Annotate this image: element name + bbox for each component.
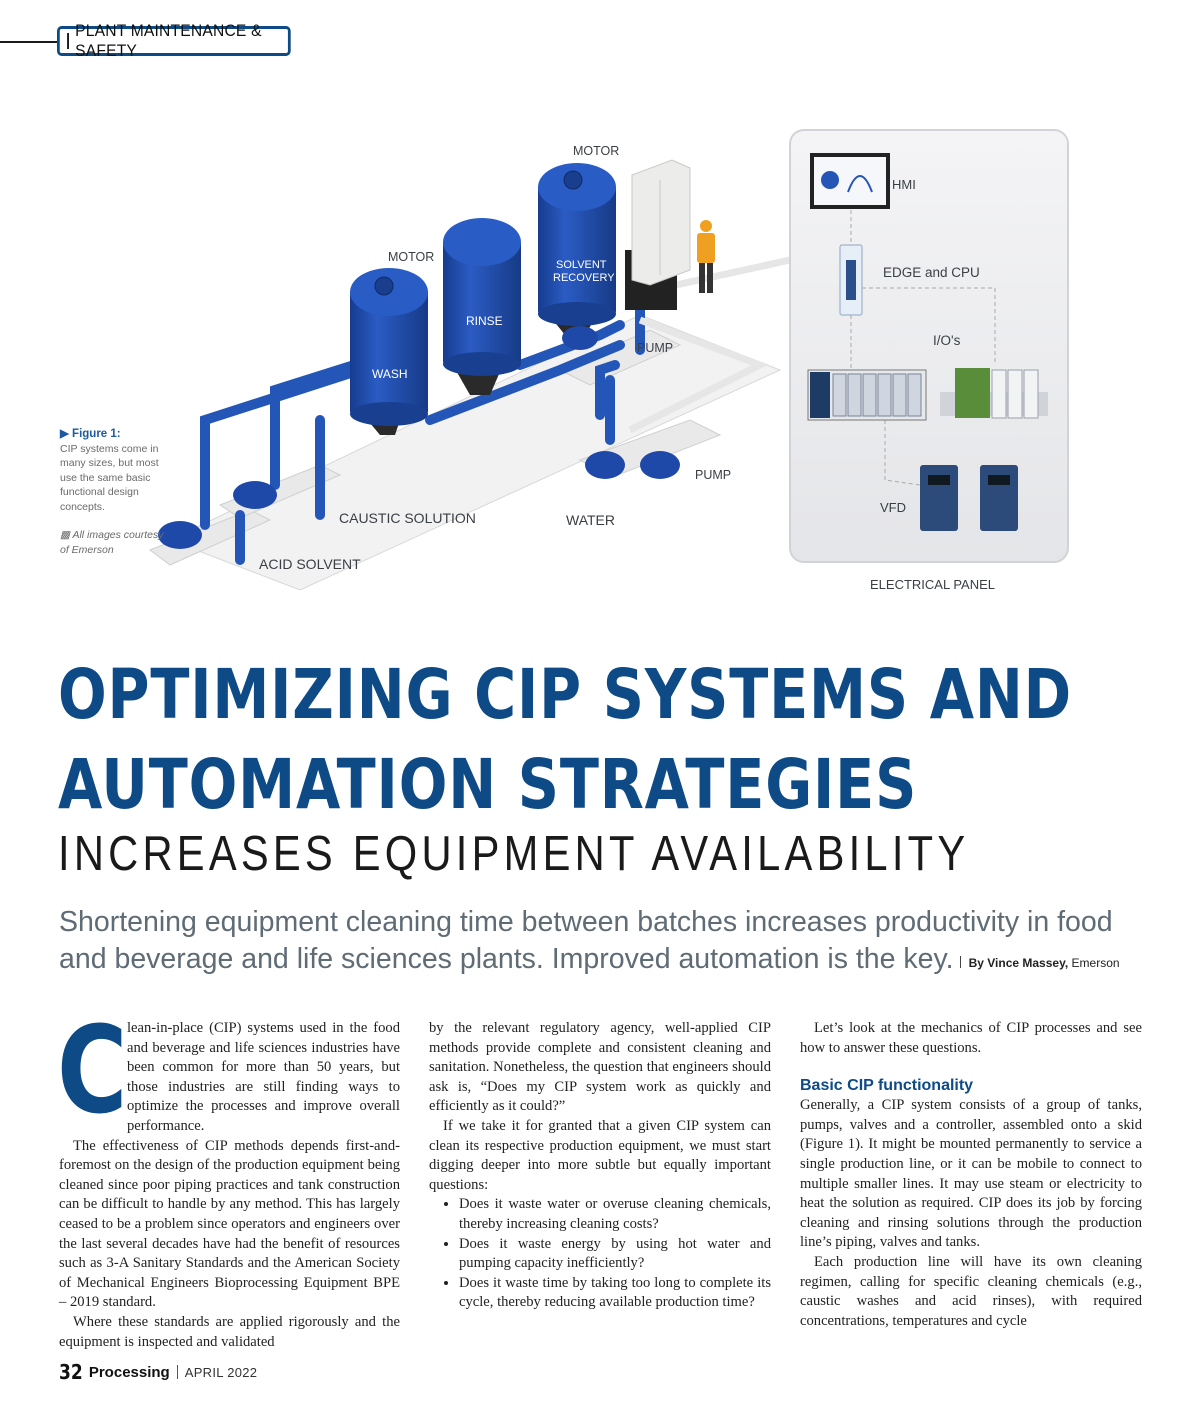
label-water: WATER (566, 512, 615, 528)
caption-title: ▶ Figure 1: (60, 428, 121, 440)
figure-caption (60, 427, 170, 557)
caption-credit: ▩ All images courtesy of Emerson (60, 529, 164, 556)
article-title (58, 650, 1073, 830)
byline (960, 956, 1120, 970)
question-list (429, 1195, 771, 1313)
camera-icon: ▩ (60, 529, 70, 541)
footer-separator (177, 1365, 178, 1379)
wash-tank (350, 268, 428, 435)
electrical-panel (790, 130, 1068, 562)
deck-text: Shortening equipment cleaning time between batches increases productivity in food and beverage and life sciences plants. Improved automation is the key. (59, 906, 1113, 975)
label-solvent: SOLVENT (556, 259, 607, 271)
col1-paragraph-3: Where these standards are applied rigorously and the equipment is inspected and validated (59, 1313, 400, 1350)
byline-name: By Vince Massey, (968, 956, 1069, 970)
col2-paragraph-1: by the relevant regulatory agency, well-applied CIP methods provide complete and consistent cleaning and sanitation. Nonetheless, the question that engineers should ask is, “Does my CIP system work as quickly and efficiently as it could?” (429, 1020, 771, 1115)
label-motor-left: MOTOR (388, 250, 435, 264)
label-hmi: HMI (892, 177, 916, 192)
title-line-2: AUTOMATION STRATEGIES (58, 745, 918, 825)
cip-system-figure (0, 120, 1200, 600)
label-edge-cpu: EDGE and CPU (883, 265, 980, 280)
body-column-3 (800, 1019, 1142, 1331)
col1-paragraph-2: The effectiveness of CIP methods depends first-and-foremost on the design of the production equipment being cleaned since poor piping practices and tank construction can be difficult to handle by any method. This has largely ceased to be a problem since operators and engineers over the last several decades have had the benefit of resources such as 3-A Sanitary Standards and the American Society of Mechanical Engineers Bioprocessing Equipment BPE – 2019 standard. (59, 1137, 400, 1311)
section-heading: Basic CIP functionality (800, 1077, 974, 1095)
label-pump-lower: PUMP (695, 468, 732, 482)
section-tag-bar (67, 33, 69, 49)
label-motor-top: MOTOR (573, 144, 620, 158)
header-rule (0, 41, 58, 43)
body-column-2 (429, 1019, 771, 1313)
page-footer (59, 1360, 257, 1384)
col1-paragraph-1: lean-in-place (CIP) systems used in the food and beverage and life sciences industries have been common for more than 50 years, but those industries are still finding ways to optimize the processes and improve overall performance. (127, 1020, 400, 1134)
col3-paragraph-3: Each production line will have its own cleaning regimen, calling for specific cleaning chemicals (e.g., caustic washes and acid rinses), with required concentrations, temperatures and cycle (800, 1253, 1142, 1329)
list-item: • Does it waste time by taking too long to complete its cycle, thereby reducing available production time? (459, 1274, 771, 1313)
publication-name: Processing (88, 1363, 170, 1381)
col3-paragraph-2: Generally, a CIP system consists of a group of tanks, pumps, valves and a controller, assembled onto a skid (Figure 1). It might be mounted permanently to service a single production line, or it can be mobile to connect to multiple smaller lines. It may use steam or electricity to heat the solution as required. CIP does its job by forcing cleaning and rinsing solutions through the production line’s piping, valves and tanks. (800, 1097, 1142, 1251)
rinse-tank (443, 218, 521, 395)
label-electrical-panel: ELECTRICAL PANEL (870, 577, 995, 592)
list-item: • Does it waste energy by using hot water and pumping capacity inefficiently? (459, 1235, 771, 1274)
page-number: 32 (59, 1360, 83, 1384)
list-item: • Does it waste water or overuse cleaning chemicals, thereby increasing cleaning costs? (459, 1195, 771, 1234)
label-caustic-solution: CAUSTIC SOLUTION (339, 510, 476, 526)
drop-cap: C (57, 1002, 128, 1141)
col3-paragraph-1: Let’s look at the mechanics of CIP processes and see how to answer these questions. (800, 1020, 1142, 1056)
label-vfd: VFD (880, 500, 906, 515)
section-tag-label: PLANT MAINTENANCE & SAFETY (75, 21, 262, 60)
solvent-recovery-tank (538, 163, 616, 335)
body-column-1 (57, 1002, 400, 1352)
operator-figure (697, 220, 715, 293)
article-subtitle: INCREASES EQUIPMENT AVAILABILITY (58, 827, 970, 881)
label-rinse: RINSE (466, 314, 503, 328)
section-tag (57, 21, 291, 60)
byline-org: Emerson (1071, 956, 1120, 970)
title-line-1: OPTIMIZING CIP SYSTEMS AND (58, 655, 1073, 735)
label-ios: I/O's (933, 333, 961, 348)
issue-date: APRIL 2022 (184, 1364, 258, 1380)
caption-text: CIP systems come in many sizes, but most use the same basic functional design concepts. (60, 442, 159, 513)
article-deck (59, 904, 1159, 982)
label-recovery: RECOVERY (553, 272, 615, 284)
col2-paragraph-2: If we take it for granted that a given CIP system can clean its respective production equipment, we must start digging deeper into more subtle but equally important questions: (429, 1117, 771, 1193)
label-acid-solvent: ACID SOLVENT (259, 556, 361, 572)
label-wash: WASH (372, 367, 408, 381)
label-pump-upper: PUMP (637, 341, 674, 355)
